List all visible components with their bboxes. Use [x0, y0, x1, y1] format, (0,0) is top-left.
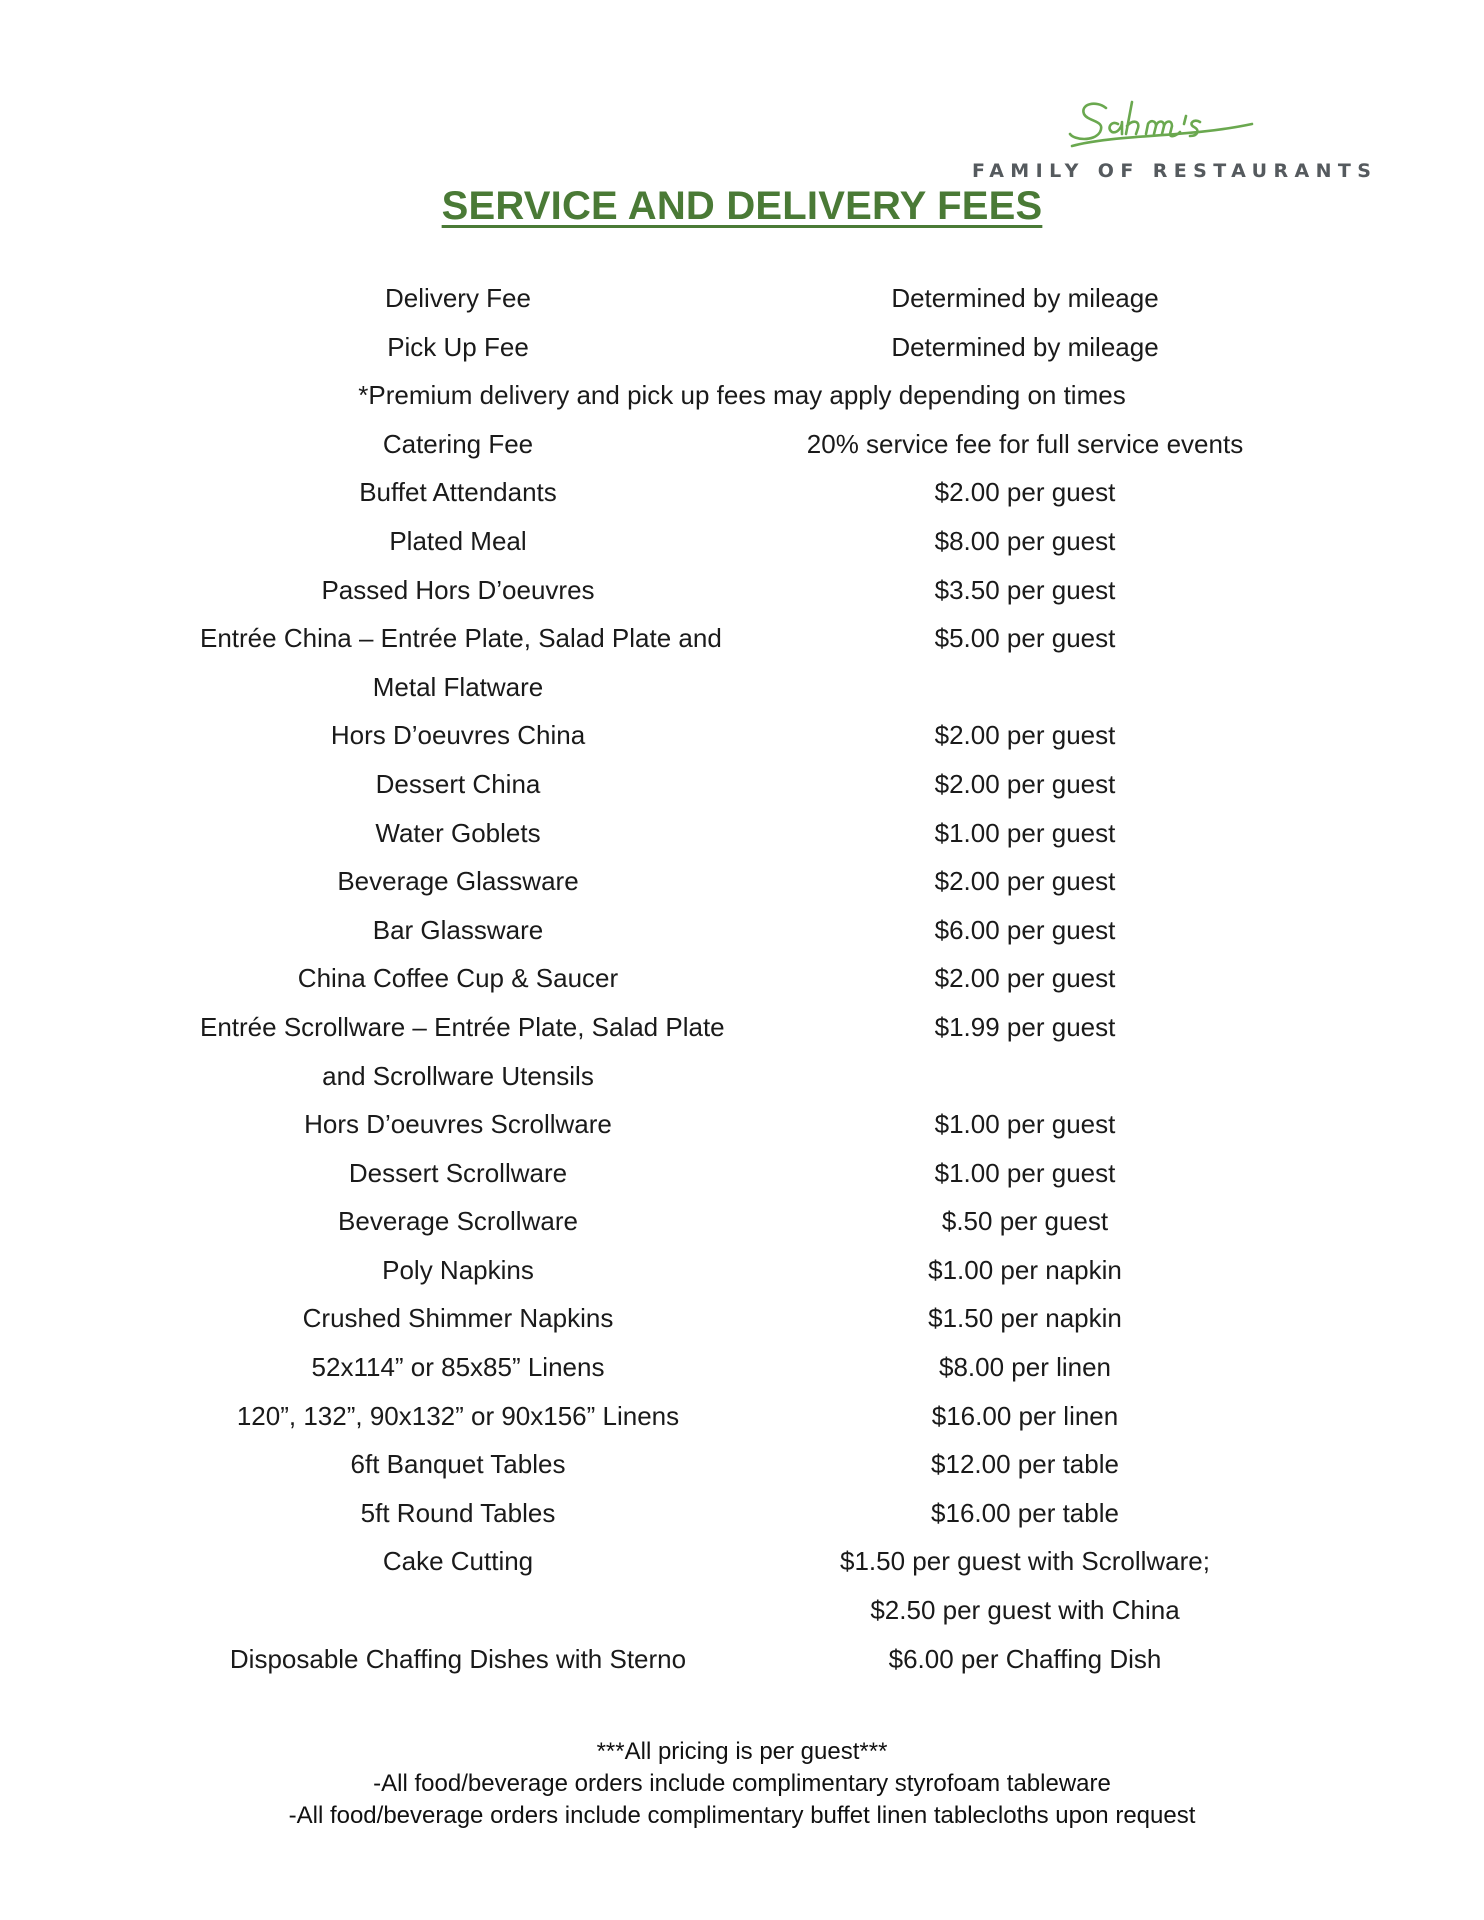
fee-table	[0, 274, 1484, 1683]
fee-item: 52x114” or 85x85” Linens	[311, 1352, 605, 1383]
fee-row	[0, 711, 1484, 760]
fee-price: $1.00 per napkin	[928, 1254, 1122, 1285]
fee-item: Entrée Scrollware – Entrée Plate, Salad Plate	[200, 1011, 725, 1042]
fee-item: Delivery Fee	[385, 283, 531, 313]
fee-item: Beverage Scrollware	[338, 1206, 578, 1237]
fee-row	[0, 1052, 1484, 1101]
fee-price: $3.50 per guest	[934, 574, 1116, 605]
fee-row	[0, 1586, 1484, 1635]
fee-item: Poly Napkins	[382, 1254, 534, 1285]
footer-line-pricing: ***All pricing is per guest***	[596, 1738, 888, 1765]
fee-item: China Coffee Cup & Saucer	[297, 963, 619, 994]
fee-price: Determined by mileage	[891, 331, 1159, 362]
fee-item: Entrée China – Entrée Plate, Salad Plate and	[200, 623, 722, 654]
fee-item: 6ft Banquet Tables	[350, 1449, 566, 1480]
footer-line-tableware: -All food/beverage orders include complimentary styrofoam tableware	[373, 1770, 1111, 1797]
fee-price: $2.00 per guest	[934, 963, 1116, 994]
fee-row	[0, 1537, 1484, 1586]
fee-row	[0, 857, 1484, 906]
fee-note-row	[0, 371, 1484, 420]
fee-item: Hors D’oeuvres China	[330, 720, 586, 751]
fee-price: Determined by mileage	[891, 283, 1159, 313]
fee-row	[0, 1003, 1484, 1052]
fee-price: $16.00 per table	[931, 1497, 1119, 1528]
fee-item: Hors D’oeuvres Scrollware	[304, 1109, 612, 1140]
fee-item: 5ft Round Tables	[360, 1497, 556, 1528]
fee-item: Passed Hors D’oeuvres	[321, 574, 595, 605]
fee-price: $6.00 per Chaffing Dish	[888, 1643, 1162, 1674]
fee-price: $1.50 per napkin	[928, 1303, 1122, 1334]
fee-price: $8.00 per guest	[934, 525, 1116, 556]
fee-price: $2.00 per guest	[934, 866, 1116, 897]
fee-price: $1.00 per guest	[934, 817, 1116, 848]
fee-row	[0, 1100, 1484, 1149]
fee-row	[0, 1392, 1484, 1441]
logo-script-mark	[1066, 94, 1256, 158]
fee-item: Dessert China	[375, 768, 541, 799]
fee-row	[0, 1489, 1484, 1538]
fee-note: *Premium delivery and pick up fees may apply depending on times	[358, 380, 1126, 411]
fee-price: $16.00 per linen	[931, 1400, 1119, 1431]
fee-row	[0, 517, 1484, 566]
fee-item: and Scrollware Utensils	[322, 1060, 594, 1091]
fee-row	[0, 663, 1484, 712]
fee-row	[0, 809, 1484, 858]
fee-row	[0, 1246, 1484, 1295]
fee-item: Beverage Glassware	[337, 866, 579, 897]
fee-item: Metal Flatware	[372, 671, 544, 702]
fee-row	[0, 274, 1484, 323]
fee-row	[0, 1197, 1484, 1246]
fee-price: $1.00 per guest	[934, 1109, 1116, 1140]
fee-row	[0, 614, 1484, 663]
fee-row	[0, 1440, 1484, 1489]
fee-row	[0, 906, 1484, 955]
fee-row	[0, 566, 1484, 615]
fee-item: Dessert Scrollware	[348, 1157, 568, 1188]
fee-item: Pick Up Fee	[387, 331, 529, 362]
fee-item: Plated Meal	[389, 525, 527, 556]
footer-notes	[0, 1736, 1484, 1832]
fee-price: $1.99 per guest	[934, 1011, 1116, 1042]
fee-price: $1.00 per guest	[934, 1157, 1116, 1188]
fee-row	[0, 1149, 1484, 1198]
fee-item: Catering Fee	[382, 428, 534, 459]
fee-row	[0, 468, 1484, 517]
fee-price: $12.00 per table	[931, 1449, 1119, 1480]
fee-row	[0, 760, 1484, 809]
fee-price: $.50 per guest	[941, 1206, 1109, 1237]
page-title: SERVICE AND DELIVERY FEES	[441, 184, 1043, 228]
logo-subtitle: FAMILY OF RESTAURANTS	[972, 160, 1378, 182]
fee-price: $8.00 per linen	[938, 1352, 1112, 1383]
fee-item: Crushed Shimmer Napkins	[302, 1303, 614, 1334]
fee-item: Water Goblets	[375, 817, 541, 848]
fee-row	[0, 1294, 1484, 1343]
fee-row	[0, 1635, 1484, 1684]
fee-row	[0, 954, 1484, 1003]
fee-row	[0, 1343, 1484, 1392]
fee-item: 120”, 132”, 90x132” or 90x156” Linens	[236, 1400, 680, 1431]
fee-price: 20% service fee for full service events	[806, 428, 1244, 459]
fee-price: $6.00 per guest	[934, 914, 1116, 945]
footer-line-tablecloths: -All food/beverage orders include complimentary buffet linen tablecloths upon request	[288, 1802, 1196, 1829]
fee-price: $5.00 per guest	[934, 623, 1116, 654]
fee-item: Cake Cutting	[382, 1546, 534, 1577]
fee-price: $2.00 per guest	[934, 720, 1116, 751]
company-logo	[968, 90, 1378, 190]
fee-row	[0, 323, 1484, 372]
fee-row	[0, 420, 1484, 469]
fee-price: $1.50 per guest with Scrollware;	[840, 1546, 1210, 1577]
fee-price: $2.00 per guest	[934, 768, 1116, 799]
fee-price: $2.00 per guest	[934, 477, 1116, 508]
fee-item: Disposable Chaffing Dishes with Sterno	[229, 1643, 687, 1674]
fee-item: Bar Glassware	[372, 914, 544, 945]
fee-item: Buffet Attendants	[359, 477, 557, 508]
fee-price: $2.50 per guest with China	[870, 1595, 1180, 1626]
